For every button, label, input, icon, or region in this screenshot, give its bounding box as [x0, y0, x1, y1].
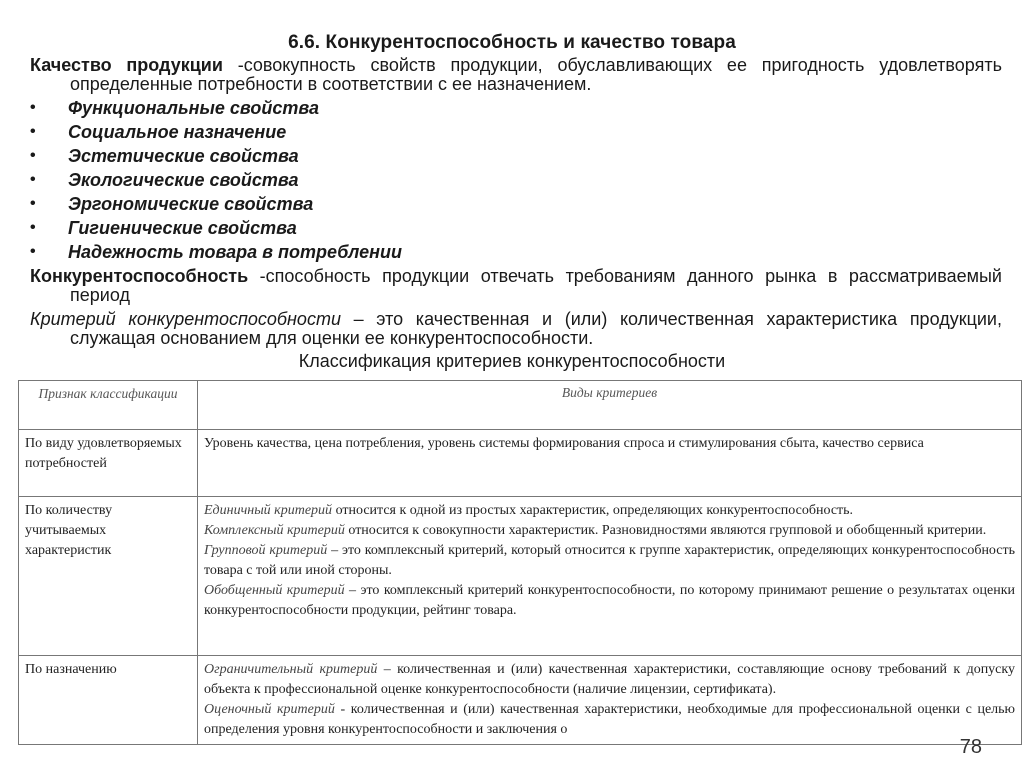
quality-definition [30, 56, 1002, 94]
bullet-icon: • [30, 219, 36, 236]
competitiveness-term: Конкурентоспособность [30, 266, 249, 286]
page-title: 6.6. Конкурентоспособность и качество товара [288, 32, 736, 53]
criterion-term: Единичный критерий [204, 503, 333, 518]
quality-term: Качество продукции [30, 55, 223, 75]
criterion-term: Обобщенный критерий [204, 583, 345, 598]
criterion-definition [30, 310, 1002, 348]
bullet-icon: • [30, 243, 36, 260]
row-feature: По виду удовлетворяемых потребностей [19, 430, 198, 497]
page-number: 78 [959, 736, 982, 758]
list-item: • Надежность товара в потреблении [30, 242, 402, 262]
row-feature: По количеству учитываемых характеристик [19, 497, 198, 656]
bullet-icon: • [30, 195, 36, 212]
table-caption: Классификация критериев конкурентоспособности [298, 351, 726, 371]
criterion-definition-text: – это качественная и (или) количественная характеристика продукции, служащая основанием для оценки ее конкурентоспособности. [70, 309, 1002, 348]
criteria-table [18, 380, 1022, 745]
list-item: • Гигиенические свойства [30, 218, 297, 238]
criterion-term: Комплексный критерий [204, 523, 345, 538]
intro-section [30, 56, 1002, 348]
table-row [19, 497, 1022, 656]
bullet-icon: • [30, 123, 36, 140]
criterion-term: Групповой критерий [204, 543, 328, 558]
list-item: • Функциональные свойства [30, 98, 320, 118]
quality-definition-text: -совокупность свойств продукции, обуславливающих ее пригодность удовлетворять определенные потребности в соответствии с ее назначением. [70, 55, 1002, 94]
list-item: • Социальное назначение [30, 122, 287, 142]
table-row [19, 430, 1022, 497]
row-feature: По назначению [19, 656, 198, 745]
table-row [19, 656, 1022, 745]
row-criteria: Ограничительный критерий – количественная и (или) качественная характеристики, составляющие основу требований к допуску объекта к профессиональной оценке конкурентоспособности (наличие лицензии, сертификата). Оценочный критерий - количественная и (или) качественная характеристики, необходимые для профессиональной оценки с целью определения уровня конкурентоспособности и заключения о [198, 656, 1022, 745]
property-list [30, 96, 1002, 264]
criterion-term: Ограничительный критерий [204, 662, 378, 677]
row-criteria: Уровень качества, цена потребления, уровень системы формирования спроса и стимулирования сбыта, качество сервиса [198, 430, 1022, 497]
criterion-term: Оценочный критерий [204, 702, 335, 717]
list-item: • Эргономические свойства [30, 194, 314, 214]
bullet-icon: • [30, 171, 36, 188]
header-feature: Признак классификации [19, 381, 198, 430]
competitiveness-definition [30, 267, 1002, 305]
row-criteria: Единичный критерий относится к одной из простых характеристик, определяющих конкурентоспособность. Комплексный критерий относится к совокупности характеристик. Разновидностями являются групповой и обобщенный критерии. Групповой критерий – это комплексный критерий, который относится к группе характеристик, определяющих конкурентоспособность товара с той или иной стороны. Обобщенный критерий – это комплексный критерий конкурентоспособности, по которому принимают решение о результатах оценки конкурентоспособности продукции, рейтинг товара. [198, 497, 1022, 656]
list-item: • Экологические свойства [30, 170, 299, 190]
bullet-icon: • [30, 147, 36, 164]
header-criteria: Виды критериев [198, 381, 1022, 430]
table-header-row [19, 381, 1022, 430]
bullet-icon: • [30, 99, 36, 116]
criterion-term: Критерий конкурентоспособности [30, 309, 341, 329]
competitiveness-definition-text: -способность продукции отвечать требованиям данного рынка в рассматриваемый период [70, 266, 1002, 305]
list-item: • Эстетические свойства [30, 146, 299, 166]
